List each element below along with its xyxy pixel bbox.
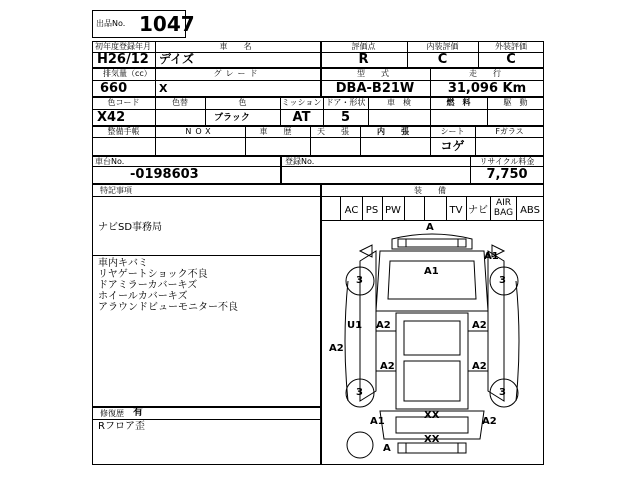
damage-front-right-wheel: 3 <box>499 275 506 286</box>
label-special-notes: 特記事項 <box>100 186 132 195</box>
equip-ps: PS <box>365 205 379 216</box>
label-maintenance-book: 整備手帳 <box>107 127 140 136</box>
damage-rear-right-corner: A2 <box>482 416 497 427</box>
car-name: デイズ <box>159 52 195 66</box>
damage-rear-door-right: A2 <box>472 361 487 372</box>
damage-rear-right-wheel: 3 <box>499 387 506 398</box>
label-repair-history: 修復歴 <box>100 409 124 418</box>
transmission: AT <box>292 110 311 125</box>
note-line-4: ホイールカバーキズ <box>98 291 188 302</box>
label-car-history: 車 歴 <box>259 127 296 136</box>
car-diagram <box>320 221 544 465</box>
displacement: 660 <box>100 81 128 96</box>
label-exterior-eval: 外装評価 <box>495 42 527 51</box>
label-interior-eval: 内装評価 <box>426 42 459 51</box>
equip-airbag: AIR BAG <box>493 198 514 218</box>
damage-left-pillar: U1 <box>347 320 363 331</box>
score: R <box>358 52 369 67</box>
interior-eval: C <box>437 52 448 67</box>
label-fuel: 燃 料 <box>446 98 471 107</box>
label-headliner: 天 張 <box>317 127 353 136</box>
grade: X <box>159 82 168 95</box>
label-color: 色 <box>238 98 247 107</box>
label-doors: ドア・形状 <box>325 98 366 107</box>
label-chassis-number: 車台No. <box>95 157 125 166</box>
equip-navi: ナビ <box>468 205 488 216</box>
equip-abs: ABS <box>520 205 540 216</box>
model-code: DBA-B21W <box>335 81 415 96</box>
label-mileage: 走 行 <box>469 69 505 78</box>
label-seat: シート <box>440 127 465 136</box>
damage-rear-roof: XX <box>424 410 440 421</box>
damage-left-side: A2 <box>329 343 344 354</box>
label-inspection: 車 検 <box>387 98 411 107</box>
note-navi: ナビSD事務局 <box>98 222 163 233</box>
chassis-number: -0198603 <box>130 167 199 182</box>
label-score: 評価点 <box>351 42 376 51</box>
label-drive: 駆 動 <box>503 98 528 107</box>
seat: コゲ <box>440 139 465 153</box>
damage-rear-left-wheel: 3 <box>356 387 363 398</box>
equip-tv: TV <box>449 205 463 216</box>
color-code: X42 <box>97 110 126 125</box>
damage-rear-left-corner: A1 <box>370 416 385 427</box>
label-registration-number: 登録No. <box>285 157 315 166</box>
label-transmission: ミッション <box>281 98 322 107</box>
label-first-registration: 初年度登録年月 <box>95 42 151 51</box>
damage-front-top: A <box>426 222 434 233</box>
note-line-5: アラウンドビューモニター不良 <box>98 302 238 313</box>
repair-history: 有 <box>133 407 143 418</box>
first-registration: H26/12 <box>97 52 149 67</box>
damage-rear-door-left: A2 <box>380 361 395 372</box>
label-car-name: 車 名 <box>219 42 256 51</box>
lot-number: 1047 <box>139 12 195 36</box>
label-grade: グレード <box>213 69 262 78</box>
exterior-eval: C <box>506 52 516 67</box>
damage-bottom-left: A <box>383 443 391 454</box>
label-interior-trim: 内 張 <box>377 127 413 136</box>
repair-note: Rフロア歪 <box>98 421 145 432</box>
label-recycle-fee: リサイクル料金 <box>479 157 535 166</box>
label-color-change: 色替 <box>172 98 188 107</box>
damage-front-door-left: A2 <box>376 320 391 331</box>
damage-front-left-wheel: 3 <box>356 275 363 286</box>
lot-number-label: 出品No. <box>96 19 126 28</box>
label-nox: NOX <box>185 127 215 136</box>
recycle-fee: 7,750 <box>486 167 528 182</box>
label-color-code: 色コード <box>107 98 140 107</box>
damage-rear-bumper: XX <box>424 434 440 445</box>
note-line-2: リヤゲートショック不良 <box>98 269 208 280</box>
label-model: 型 式 <box>357 69 393 78</box>
color: ブラック <box>214 113 250 123</box>
label-equipment: 装 備 <box>414 186 450 195</box>
damage-front-door-right: A2 <box>472 320 487 331</box>
label-displacement: 排気量（cc） <box>103 69 152 78</box>
note-line-1: 車内キバミ <box>98 258 148 269</box>
doors: 5 <box>340 110 351 125</box>
equip-pw: PW <box>385 205 401 216</box>
equip-ac: AC <box>344 205 359 216</box>
mileage: 31,096 Km <box>447 81 527 96</box>
note-line-3: ドアミラーカバーキズ <box>98 280 198 291</box>
damage-right-front-fender: A1 <box>484 251 499 262</box>
damage-hood: A1 <box>424 266 439 277</box>
label-front-glass: Fガラス <box>495 127 524 136</box>
lot-number-box <box>92 10 195 38</box>
